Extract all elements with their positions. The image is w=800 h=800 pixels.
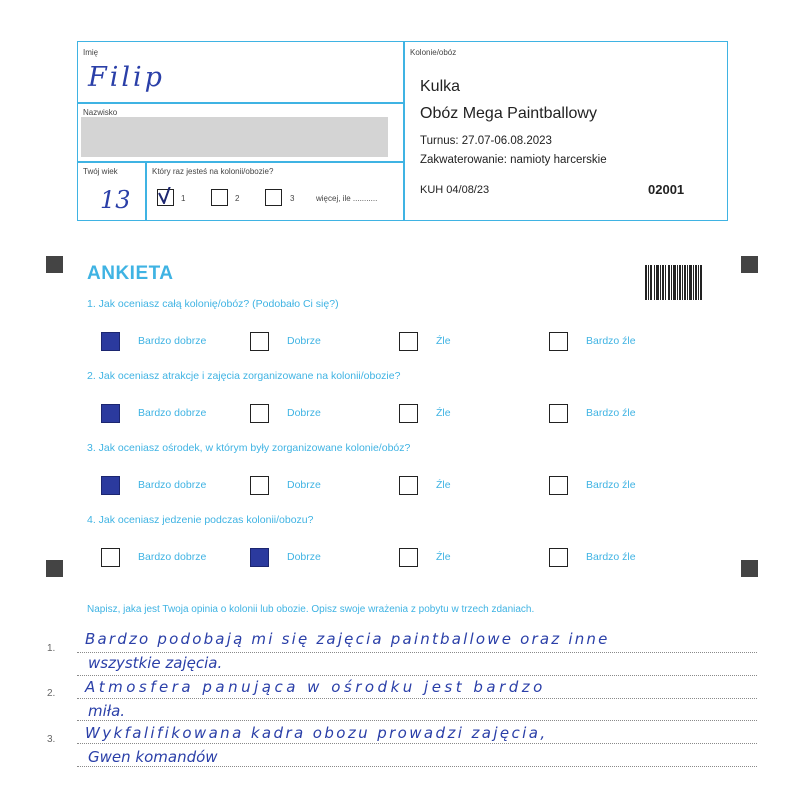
answer-label: Bardzo dobrze bbox=[138, 335, 207, 347]
survey-title: ANKIETA bbox=[87, 263, 174, 284]
answer-checkbox[interactable] bbox=[399, 404, 418, 423]
answer-checkbox[interactable] bbox=[250, 404, 269, 423]
answer-checkbox[interactable] bbox=[549, 332, 568, 351]
camp-turnus: Turnus: 27.07-06.08.2023 bbox=[420, 135, 552, 147]
registration-mark bbox=[741, 560, 758, 577]
answer-label: Bardzo dobrze bbox=[138, 551, 207, 563]
answer-label: Bardzo źle bbox=[586, 407, 636, 419]
answer-checkbox[interactable] bbox=[101, 404, 120, 423]
comment-prompt: Napisz, jaka jest Twoja opinia o kolonii lub obozie. Opisz swoje wrażenia z pobytu w trzech zdaniach. bbox=[87, 604, 535, 615]
writing-line bbox=[77, 720, 757, 721]
surname-redacted-field[interactable] bbox=[81, 117, 388, 157]
name-divider bbox=[77, 102, 403, 104]
camp-accommodation: Zakwaterowanie: namioty harcerskie bbox=[420, 154, 607, 166]
answer-label: Bardzo dobrze bbox=[138, 407, 207, 419]
age-label: Twój wiek bbox=[83, 167, 118, 176]
camp-place: Kulka bbox=[420, 78, 461, 95]
answer-checkbox[interactable] bbox=[399, 332, 418, 351]
writing-line bbox=[77, 652, 757, 653]
times-option-1-label: 1 bbox=[181, 194, 186, 203]
camp-code: KUH 04/08/23 bbox=[420, 184, 490, 196]
answer-label: Bardzo źle bbox=[586, 479, 636, 491]
surname-label: Nazwisko bbox=[83, 108, 118, 117]
answer-label: Źle bbox=[436, 407, 451, 419]
answer-label: Bardzo źle bbox=[586, 335, 636, 347]
answer-label: Źle bbox=[436, 551, 451, 563]
surname-divider bbox=[77, 161, 403, 163]
question-text: 2. Jak oceniasz atrakcje i zajęcia zorganizowane na kolonii/obozie? bbox=[87, 370, 401, 382]
answer-checkbox[interactable] bbox=[549, 404, 568, 423]
name-value[interactable]: Filip bbox=[88, 62, 165, 93]
question-text: 4. Jak oceniasz jedzenie podczas kolonii/obozu? bbox=[87, 514, 314, 526]
writing-line bbox=[77, 698, 757, 699]
barcode bbox=[645, 265, 702, 300]
answer-checkbox[interactable] bbox=[549, 476, 568, 495]
answer-checkbox[interactable] bbox=[101, 548, 120, 567]
registration-mark bbox=[46, 256, 63, 273]
writing-line bbox=[77, 743, 757, 744]
times-more-label: więcej, ile ........... bbox=[316, 194, 378, 203]
times-label: Który raz jesteś na kolonii/obozie? bbox=[152, 167, 274, 176]
answer-checkbox[interactable] bbox=[399, 476, 418, 495]
comment-line-1[interactable]: Bardzo podobają mi się zajęcia paintballowe oraz inne bbox=[85, 630, 610, 648]
answer-checkbox[interactable] bbox=[101, 476, 120, 495]
answer-checkbox[interactable] bbox=[549, 548, 568, 567]
writing-line bbox=[77, 766, 757, 767]
registration-mark bbox=[46, 560, 63, 577]
line-number: 1. bbox=[47, 643, 56, 654]
answer-checkbox[interactable] bbox=[250, 332, 269, 351]
times-option-3-label: 3 bbox=[290, 194, 295, 203]
camp-name: Obóz Mega Paintballowy bbox=[420, 105, 597, 122]
answer-label: Źle bbox=[436, 479, 451, 491]
registration-mark bbox=[741, 256, 758, 273]
times-checkbox-2[interactable] bbox=[211, 189, 228, 206]
comment-line-3[interactable]: Atmosfera panująca w ośrodku jest bardzo bbox=[85, 678, 546, 696]
question-text: 1. Jak oceniasz całą kolonię/obóz? (Podobało Ci się?) bbox=[87, 298, 339, 310]
answer-checkbox[interactable] bbox=[399, 548, 418, 567]
answer-label: Bardzo dobrze bbox=[138, 479, 207, 491]
comment-line-4[interactable]: miła. bbox=[88, 702, 126, 720]
line-number: 3. bbox=[47, 734, 56, 745]
check-mark-icon bbox=[156, 187, 173, 204]
age-divider bbox=[145, 161, 147, 221]
answer-label: Bardzo źle bbox=[586, 551, 636, 563]
camp-label: Kolonie/obóz bbox=[410, 48, 457, 57]
header-divider bbox=[403, 41, 405, 221]
answer-label: Dobrze bbox=[287, 479, 321, 491]
answer-checkbox[interactable] bbox=[101, 332, 120, 351]
question-text: 3. Jak oceniasz ośrodek, w którym były zorganizowane kolonie/obóz? bbox=[87, 442, 411, 454]
age-value[interactable]: 13 bbox=[100, 186, 131, 214]
answer-label: Dobrze bbox=[287, 551, 321, 563]
answer-label: Źle bbox=[436, 335, 451, 347]
comment-line-2[interactable]: wszystkie zajęcia. bbox=[88, 654, 223, 672]
answer-label: Dobrze bbox=[287, 335, 321, 347]
writing-line bbox=[77, 675, 757, 676]
comment-line-6[interactable]: Gwen komandów bbox=[88, 748, 218, 766]
form-number: 02001 bbox=[648, 182, 685, 197]
times-option-2-label: 2 bbox=[235, 194, 240, 203]
barcode-icon bbox=[645, 265, 702, 300]
name-label: Imię bbox=[83, 48, 99, 57]
answer-checkbox[interactable] bbox=[250, 548, 269, 567]
times-checkbox-3[interactable] bbox=[265, 189, 282, 206]
comment-line-5[interactable]: Wykfalifikowana kadra obozu prowadzi zajęcia, bbox=[85, 724, 548, 742]
answer-checkbox[interactable] bbox=[250, 476, 269, 495]
answer-label: Dobrze bbox=[287, 407, 321, 419]
times-checkbox-1[interactable] bbox=[157, 189, 174, 206]
line-number: 2. bbox=[47, 688, 56, 699]
